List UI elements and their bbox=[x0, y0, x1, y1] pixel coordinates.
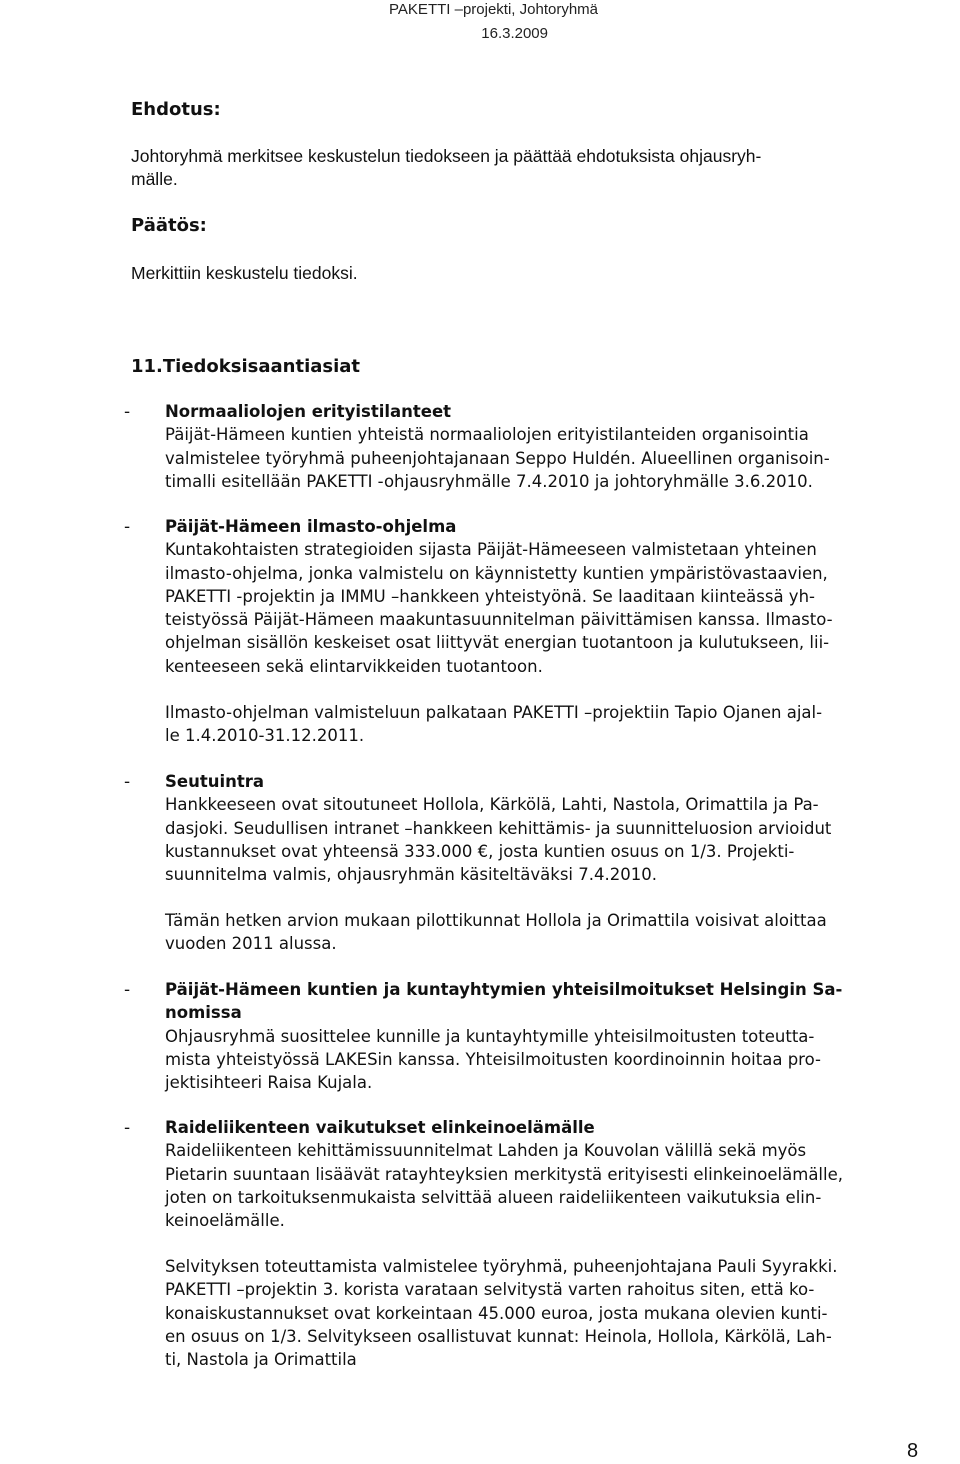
item-line: kustannukset ovat yhteensä 333.000 €, josta kuntien osuus on 1/3. Projekti- bbox=[165, 841, 795, 861]
list-item-extra bbox=[165, 1255, 837, 1371]
item-line: Selvityksen toteuttamista valmistelee työryhmä, puheenjohtajana Pauli Syyrakki. bbox=[165, 1257, 838, 1276]
item-line: kenteeseen sekä elintarvikkeiden tuotantoon. bbox=[165, 656, 543, 676]
proposal-line-2: mälle. bbox=[131, 169, 178, 189]
item-title: Raideliikenteen vaikutukset elinkeinoelämälle bbox=[165, 1118, 595, 1137]
list-bullet: - bbox=[124, 1118, 131, 1138]
list-bullet: - bbox=[124, 772, 131, 792]
item-line: Päijät-Hämeen kuntien yhteistä normaaliolojen erityistilanteiden organisointia bbox=[165, 425, 809, 445]
proposal-label: Ehdotus: bbox=[131, 99, 221, 120]
item-line: PAKETTI -projektin ja IMMU –hankkeen yhteistyönä. Se laaditaan kiinteässä yh- bbox=[165, 586, 815, 606]
item-title: Päijät-Hämeen ilmasto-ohjelma bbox=[165, 517, 457, 536]
item-title: nomissa bbox=[165, 1003, 242, 1023]
decision-text: Merkittiin keskustelu tiedoksi. bbox=[131, 263, 358, 283]
list-item-extra bbox=[165, 909, 827, 956]
item-line: teistyössä Päijät-Hämeen maakuntasuunnitelman päivittämisen kanssa. Ilmasto- bbox=[165, 610, 833, 630]
item-line: ti, Nastola ja Orimattila bbox=[165, 1350, 357, 1370]
section-heading: 11.Tiedoksisaantiasiat bbox=[131, 356, 361, 377]
item-line: konaiskustannukset ovat korkeintaan 45.000 euroa, josta mukana olevien kunti- bbox=[165, 1303, 828, 1323]
item-line: Hankkeeseen ovat sitoutuneet Hollola, Kärkölä, Lahti, Nastola, Orimattila ja Pa- bbox=[165, 795, 819, 815]
header-title: PAKETTI –projekti, Johtoryhmä bbox=[389, 1, 598, 18]
list-item bbox=[165, 515, 833, 678]
item-line: jektisihteeri Raisa Kujala. bbox=[165, 1073, 373, 1093]
list-bullet: - bbox=[124, 517, 131, 537]
item-line: Ohjausryhmä suosittelee kunnille ja kuntayhtymille yhteisilmoitusten toteutta- bbox=[165, 1026, 815, 1046]
item-line: Ilmasto-ohjelman valmisteluun palkataan PAKETTI –projektiin Tapio Ojanen ajal- bbox=[165, 703, 823, 722]
item-line: suunnitelma valmis, ohjausryhmän käsiteltäväksi 7.4.2010. bbox=[165, 865, 657, 885]
item-line: PAKETTI –projektin 3. korista varataan selvitystä varten rahoitus siten, että ko- bbox=[165, 1280, 815, 1300]
item-line: valmistelee työryhmä puheenjohtajanaan Seppo Huldén. Alueellinen organisoin- bbox=[165, 448, 830, 468]
list-bullet: - bbox=[124, 980, 131, 1000]
item-line: Kuntakohtaisten strategioiden sijasta Päijät-Hämeeseen valmistetaan yhteinen bbox=[165, 540, 817, 560]
item-line: keinoelämälle. bbox=[165, 1211, 285, 1231]
item-line: Raideliikenteen kehittämissuunnitelmat Lahden ja Kouvolan välillä sekä myös bbox=[165, 1141, 807, 1161]
item-title: Päijät-Hämeen kuntien ja kuntayhtymien yhteisilmoitukset Helsingin Sa- bbox=[165, 980, 843, 999]
item-line: Pietarin suuntaan lisäävät ratayhteyksien merkitystä erityisesti elinkeinoelämälle, bbox=[165, 1164, 843, 1184]
item-line: mista yhteistyössä LAKESin kanssa. Yhteisilmoitusten koordinoinnin hoitaa pro- bbox=[165, 1049, 821, 1069]
item-line: timalli esitellään PAKETTI -ohjausryhmälle 7.4.2010 ja johtoryhmälle 3.6.2010. bbox=[165, 471, 813, 491]
item-line: ilmasto-ohjelma, jonka valmistelu on käynnistetty kuntien ympäristövastaavien, bbox=[165, 563, 828, 583]
item-title: Seutuintra bbox=[165, 772, 265, 791]
item-line: Tämän hetken arvion mukaan pilottikunnat Hollola ja Orimattila voisivat aloittaa bbox=[165, 911, 827, 930]
header-date: 16.3.2009 bbox=[481, 25, 548, 42]
list-item bbox=[165, 770, 831, 886]
proposal-line-1: Johtoryhmä merkitsee keskustelun tiedokseen ja päättää ehdotuksista ohjausryh- bbox=[131, 146, 762, 166]
page-number: 8 bbox=[907, 1440, 919, 1462]
list-item-extra bbox=[165, 701, 822, 748]
item-line: vuoden 2011 alussa. bbox=[165, 934, 337, 954]
list-bullet: - bbox=[124, 402, 131, 422]
item-line: joten on tarkoituksenmukaista selvittää alueen raideliikenteen vaikutuksia elin- bbox=[165, 1187, 822, 1207]
item-title: Normaaliolojen erityistilanteet bbox=[165, 402, 452, 421]
list-item bbox=[165, 1116, 843, 1232]
item-line: en osuus on 1/3. Selvitykseen osallistuvat kunnat: Heinola, Hollola, Kärkölä, Lah- bbox=[165, 1326, 832, 1346]
item-line: ohjelman sisällön keskeiset osat liittyvät energian tuotantoon ja kulutukseen, lii- bbox=[165, 633, 830, 653]
item-line: le 1.4.2010-31.12.2011. bbox=[165, 726, 365, 746]
list-item bbox=[165, 978, 842, 1094]
list-item bbox=[165, 400, 830, 493]
decision-label: Päätös: bbox=[131, 215, 207, 236]
item-line: dasjoki. Seudullisen intranet –hankkeen kehittämis- ja suunnitteluosion arvioidut bbox=[165, 818, 832, 838]
